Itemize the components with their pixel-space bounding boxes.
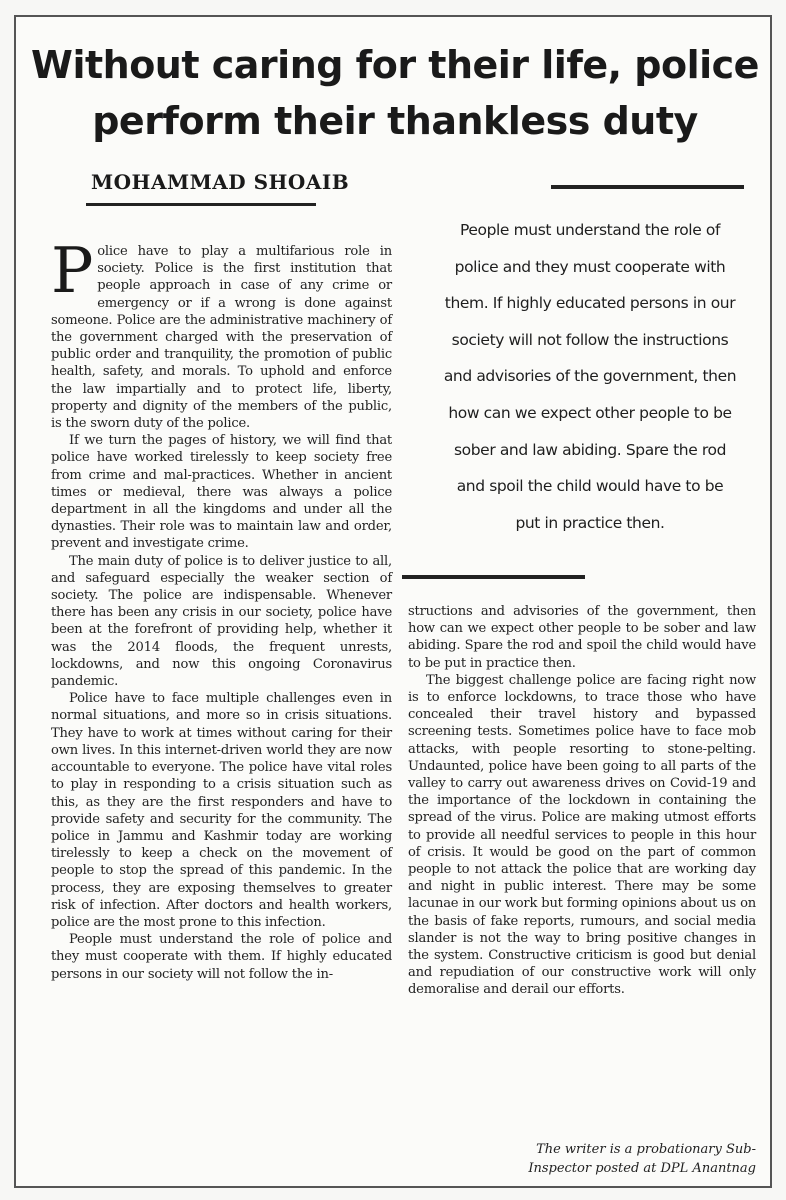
pullquote-line: how can we expect other people to be [448, 403, 732, 422]
pullquote-line: society will not follow the instructions [451, 330, 729, 349]
author-note-line-2: Inspector posted at DPL Anantnag [528, 1161, 756, 1176]
pullquote-bottom-rule [402, 575, 585, 579]
author-note-line-1: The writer is a probationary Sub- [536, 1142, 756, 1157]
pullquote-line: them. If highly educated persons in our [444, 294, 736, 313]
paragraph: Police have to face multiple challenges even in normal situations, and more so in crisis situations. They have to work at times without caring for their own lives. In this internet-driven world they are now accountable to everyone. The police have vital roles to play in responding to a crisis situation such as this, as they are the first responders and have to provide safety and security for the community. The police in Jammu and Kashmir today are working tirelessly to keep a check on the movement of people to stop the spread of this pandemic. In the process, they are exposing themselves to greater risk of infection. After doctors and health workers, police are the most prone to this infection. [51, 691, 392, 930]
byline: MOHAMMAD SHOAIB [91, 170, 350, 194]
pullquote-line: sober and law abiding. Spare the rod [453, 440, 727, 459]
pullquote-line: and spoil the child would have to be [456, 477, 724, 496]
paragraph [51, 234, 392, 432]
pullquote-line: put in practice then. [515, 513, 665, 532]
article-column-right [408, 603, 756, 999]
paragraph: structions and advisories of the government, then how can we expect other people to be sober and law abiding. Spare the rod and spoil the child would have to be put in practice then. [408, 604, 756, 671]
paragraph: The main duty of police is to deliver justice to all, and safeguard especially the weaker section of society. The police are indispensable. Whenever there has been any crisis in our society, police have been at the forefront of providing help, whether it was the 2014 floods, the frequent unrests, lockdowns, and now this ongoing Coronavirus pandemic. [51, 553, 392, 690]
pullquote [415, 212, 765, 541]
article-column-left [51, 234, 392, 983]
paragraph: The biggest challenge police are facing right now is to enforce lockdowns, to trace those who have concealed their travel history and bypassed screening tests. Sometimes police have to face mob attacks, with people resorting to stone-pelting. Undaunted, police have been going to all parts of the valley to carry out awareness drives on Covid-19 and the importance of the lockdown in containing the spread of the virus. Police are making utmost efforts to provide all needful services to people in this hour of crisis. It would be good on the part of common people to not attack the police that are working day and night in public interest. There may be some lacunae in our work but forming opinions about us on the basis of fake reports, rumours, and social media slander is not the way to bring positive changes in the system. Constructive criticism is good but denial and repudiation of our constructive work will only demoralise and derail our efforts. [408, 672, 756, 998]
drop-cap: P [51, 234, 94, 307]
headline-line-1: Without caring for their life, police [31, 43, 759, 87]
byline-rule [86, 203, 316, 206]
author-note [430, 1140, 756, 1178]
pullquote-top-rule [551, 185, 744, 189]
headline [16, 37, 774, 149]
paragraph: People must understand the role of police and they must cooperate with them. If highly educated persons in our society will not follow the in- [51, 932, 392, 982]
pullquote-line: police and they must cooperate with [454, 257, 726, 276]
headline-line-2: perform their thankless duty [92, 99, 698, 143]
paragraph-text: olice have to play a multifarious role in society. Police is the first institution that people approach in case of any crime or emergency or if a wrong is done against someone. Police are the administrative machinery of the government charged with the preservation of public order and tranquility, the promotion of public health, safety, and morals. To uphold and enforce the law impartially and to protect life, liberty, property and dignity of the members of the public, is the sworn duty of the police. [51, 244, 392, 432]
paragraph: If we turn the pages of history, we will find that police have worked tirelessly to keep society free from crime and mal-practices. Whether in ancient times or medieval, there was always a police department in all the kingdoms and under all the dynasties. Their role was to maintain law and order, prevent and investigate crime. [51, 433, 392, 552]
pullquote-line: People must understand the role of [459, 221, 721, 239]
pullquote-line: and advisories of the government, then [443, 367, 737, 386]
